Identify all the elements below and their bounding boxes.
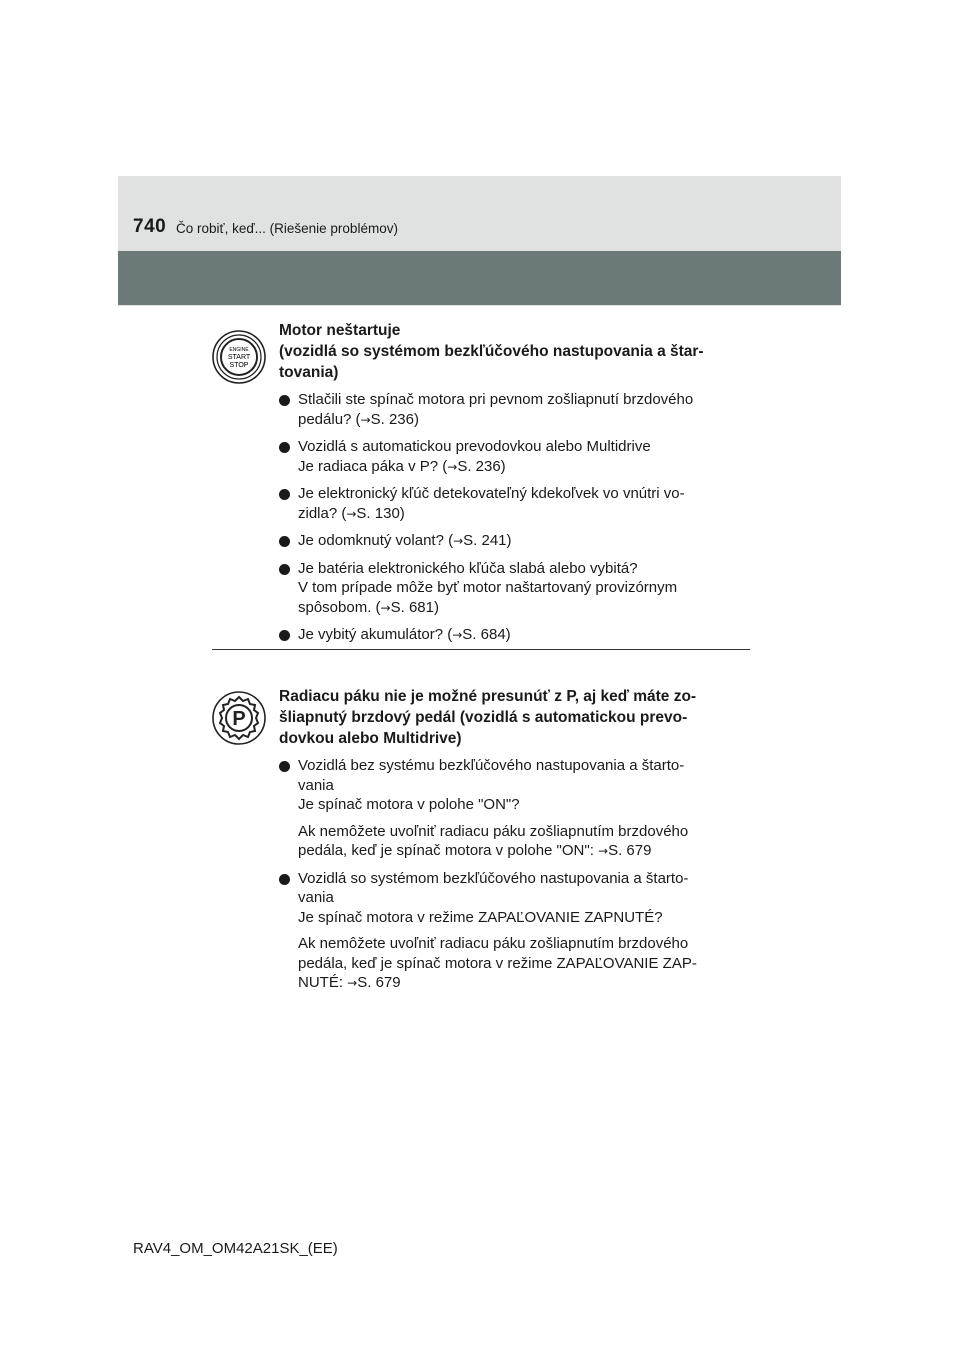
arrow-icon: →: [380, 600, 391, 615]
bullet-icon: [279, 761, 290, 772]
bullet-icon: [279, 630, 290, 641]
bullet-icon: [279, 395, 290, 406]
arrow-icon: →: [347, 976, 358, 990]
section-heading: Radiacu páku nie je možné presunúť z P, aj keď máte zo- šliapnutý brzdový pedál (vozidlá s automatickou prevo- dovkou alebo Multidrive): [279, 688, 697, 747]
list-item: Je batéria elektronického kľúča slabá alebo vybitá? V tom prípade môže byť motor naštartovaný provizórnym spôsobom. (→S. 681): [279, 559, 750, 619]
arrow-icon: →: [346, 506, 357, 521]
item-note: Ak nemôžete uvoľniť radiacu páku zošliapnutím brzdového pedála, keď je spínač motora v polohe "ON": →S. 679: [298, 822, 689, 859]
page-reference-link[interactable]: S. 681): [390, 598, 439, 616]
icon-text-stop: STOP: [229, 362, 249, 369]
page-number: 740: [133, 216, 167, 237]
page-reference-link[interactable]: S. 236): [370, 410, 419, 428]
list-item: Je odomknutý volant? (→S. 241): [279, 531, 750, 552]
item-note: Ak nemôžete uvoľniť radiacu páku zošliapnutím brzdového pedála, keď je spínač motora v režime ZAPAĽOVANIE ZAP- NUTÉ: →S. 679: [298, 935, 697, 991]
page-reference-link[interactable]: S. 241): [463, 532, 512, 549]
bullet-icon: [279, 874, 290, 885]
chapter-title: Čo robiť, keď... (Riešenie problémov): [176, 221, 398, 236]
document-code: RAV4_OM_OM42A21SK_(EE): [133, 1240, 338, 1257]
bullet-icon: [279, 564, 290, 575]
list-item: Stlačili ste spínač motora pri pevnom zošliapnutí brzdového pedálu? (→S. 236): [279, 390, 750, 430]
page-reference-link[interactable]: S. 130): [356, 504, 405, 522]
page-reference-link[interactable]: S. 679: [608, 842, 652, 859]
page-reference-link[interactable]: S. 684): [462, 626, 511, 643]
park-gear-p-icon: [212, 691, 266, 745]
page-reference-link[interactable]: S. 236): [457, 457, 506, 475]
section-engine-does-not-start: [212, 320, 750, 646]
arrow-icon: →: [453, 534, 464, 548]
icon-text-start: START: [227, 354, 251, 361]
page-reference-link[interactable]: S. 679: [357, 974, 401, 991]
icon-letter-p: P: [232, 708, 246, 730]
list-item: Je elektronický kľúč detekovateľný kdekoľvek vo vnútri vo- zidla? (→S. 130): [279, 484, 750, 524]
list-item: Vozidlá bez systému bezkľúčového nastupovania a štarto- vania Je spínač motora v polohe "ON"? Ak nemôžete uvoľniť radiacu páku zošliapnutím brzdového pedála, keď je spínač motora v polohe "ON": →S. 679: [279, 756, 750, 862]
list-item: Vozidlá so systémom bezkľúčového nastupovania a štarto- vania Je spínač motora v režime ZAPAĽOVANIE ZAPNUTÉ? Ak nemôžete uvoľniť radiacu páku zošliapnutím brzdového pedála, keď je spínač motora v režime ZAPAĽOVANIE ZAP- NUTÉ: →S. 679: [279, 869, 750, 994]
header-dark-bar: [118, 251, 841, 305]
icon-text-engine: ENGINE: [229, 347, 249, 353]
section-divider: [212, 649, 750, 650]
section-heading: Motor neštartuje (vozidlá so systémom bezkľúčového nastupovania a štar- tovania): [279, 322, 704, 381]
arrow-icon: →: [452, 628, 463, 642]
bullet-icon: [279, 489, 290, 500]
arrow-icon: →: [598, 844, 609, 858]
arrow-icon: →: [360, 412, 371, 427]
section-shift-lever-stuck: [212, 686, 750, 994]
bullet-icon: [279, 442, 290, 453]
arrow-icon: →: [447, 459, 458, 474]
engine-start-stop-button-icon: [212, 330, 266, 384]
list-item: Je vybitý akumulátor? (→S. 684): [279, 625, 750, 646]
bullet-icon: [279, 536, 290, 547]
list-item: Vozidlá s automatickou prevodovkou alebo Multidrive Je radiaca páka v P? (→S. 236): [279, 437, 750, 477]
